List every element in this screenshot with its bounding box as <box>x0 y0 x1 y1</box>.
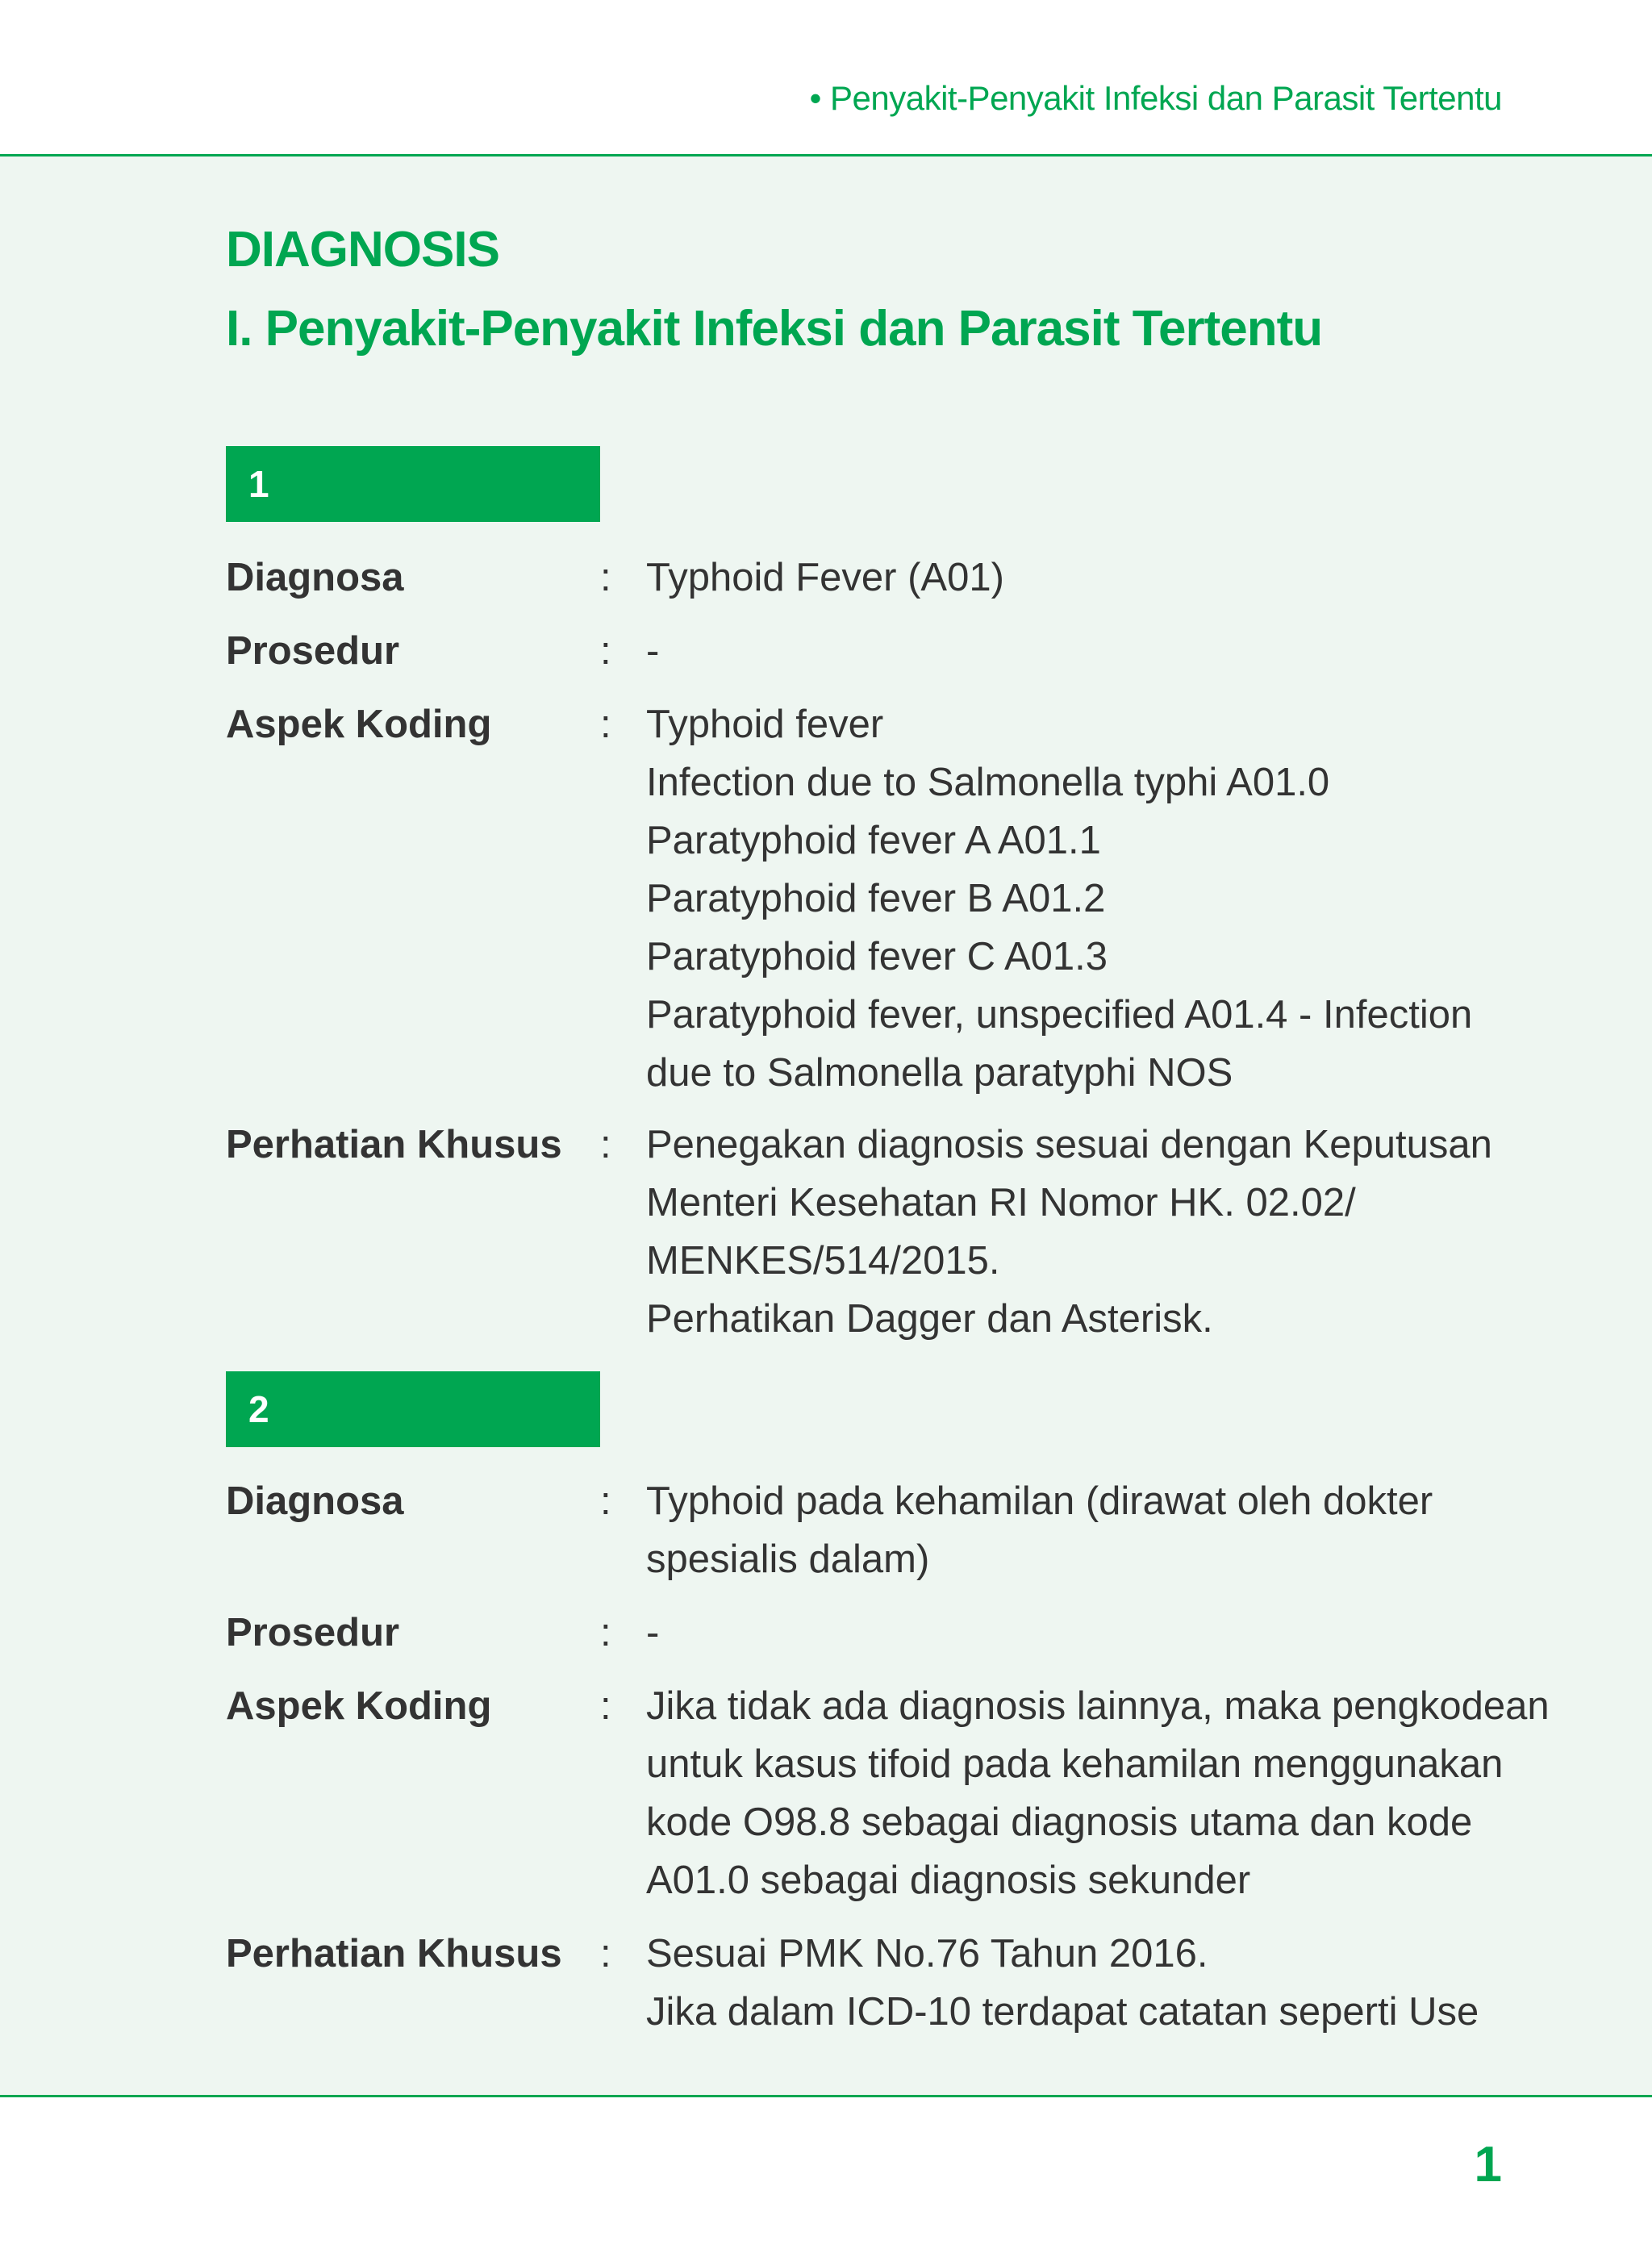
row-value <box>646 622 1517 680</box>
row-value <box>646 549 1517 607</box>
value-line: Typhoid Fever (A01) <box>646 556 1004 599</box>
entry-number-box: 2 <box>226 1371 600 1447</box>
value-line: Typhoid pada kehamilan (dirawat oleh dokter <box>646 1479 1433 1523</box>
value-line: kode O98.8 sebagai diagnosis utama dan kode <box>646 1800 1473 1844</box>
row-label: Perhatian Khusus <box>226 1123 562 1166</box>
value-line: Infection due to Salmonella typhi A01.0 <box>646 761 1330 804</box>
value-line: Perhatikan Dagger dan Asterisk. <box>646 1297 1213 1341</box>
value-line: Sesuai PMK No.76 Tahun 2016. <box>646 1932 1208 1976</box>
row-value <box>646 695 1517 1102</box>
row-colon: : <box>600 556 611 599</box>
value-line: Paratyphoid fever C A01.3 <box>646 935 1108 978</box>
page-title: DIAGNOSIS <box>226 222 499 277</box>
running-header: • Penyakit-Penyakit Infeksi dan Parasit Tertentu <box>809 79 1502 117</box>
row-value <box>646 1925 1517 2041</box>
section-title: I. Penyakit-Penyakit Infeksi dan Parasit Tertentu <box>226 301 1323 357</box>
row-colon: : <box>600 1932 611 1976</box>
row-colon: : <box>600 1611 611 1654</box>
row-label: Prosedur <box>226 1611 400 1654</box>
value-line: - <box>646 629 660 673</box>
row-colon: : <box>600 1123 611 1166</box>
value-line: Jika tidak ada diagnosis lainnya, maka pengkodean <box>646 1684 1550 1728</box>
row-label: Diagnosa <box>226 556 404 599</box>
value-line: - <box>646 1611 660 1654</box>
page-number: 1 <box>1474 2137 1502 2193</box>
row-value <box>646 1116 1517 1348</box>
value-line: MENKES/514/2015. <box>646 1239 1000 1283</box>
row-colon: : <box>600 1479 611 1523</box>
value-line: Paratyphoid fever, unspecified A01.4 - Infection <box>646 993 1473 1037</box>
row-label: Aspek Koding <box>226 1684 492 1728</box>
value-line: Jika dalam ICD-10 terdapat catatan seperti Use <box>646 1990 1479 2034</box>
value-line: spesialis dalam) <box>646 1537 930 1581</box>
row-label: Diagnosa <box>226 1479 404 1523</box>
entry-number-box: 1 <box>226 446 600 522</box>
value-line: Paratyphoid fever B A01.2 <box>646 877 1106 920</box>
row-colon: : <box>600 1684 611 1728</box>
row-colon: : <box>600 629 611 673</box>
footer-rule <box>0 2095 1652 2097</box>
row-label: Prosedur <box>226 629 400 673</box>
value-line: due to Salmonella paratyphi NOS <box>646 1051 1233 1095</box>
value-line: A01.0 sebagai diagnosis sekunder <box>646 1859 1251 1902</box>
row-value <box>646 1604 1517 1662</box>
row-value <box>646 1677 1550 1909</box>
value-line: Menteri Kesehatan RI Nomor HK. 02.02/ <box>646 1181 1356 1225</box>
row-label: Aspek Koding <box>226 703 492 746</box>
value-line: Typhoid fever <box>646 703 884 746</box>
row-label: Perhatian Khusus <box>226 1932 562 1976</box>
row-value <box>646 1472 1517 1588</box>
row-colon: : <box>600 703 611 746</box>
value-line: untuk kasus tifoid pada kehamilan menggunakan <box>646 1742 1504 1786</box>
value-line: Paratyphoid fever A A01.1 <box>646 819 1101 862</box>
value-line: Penegakan diagnosis sesuai dengan Keputusan <box>646 1123 1492 1166</box>
